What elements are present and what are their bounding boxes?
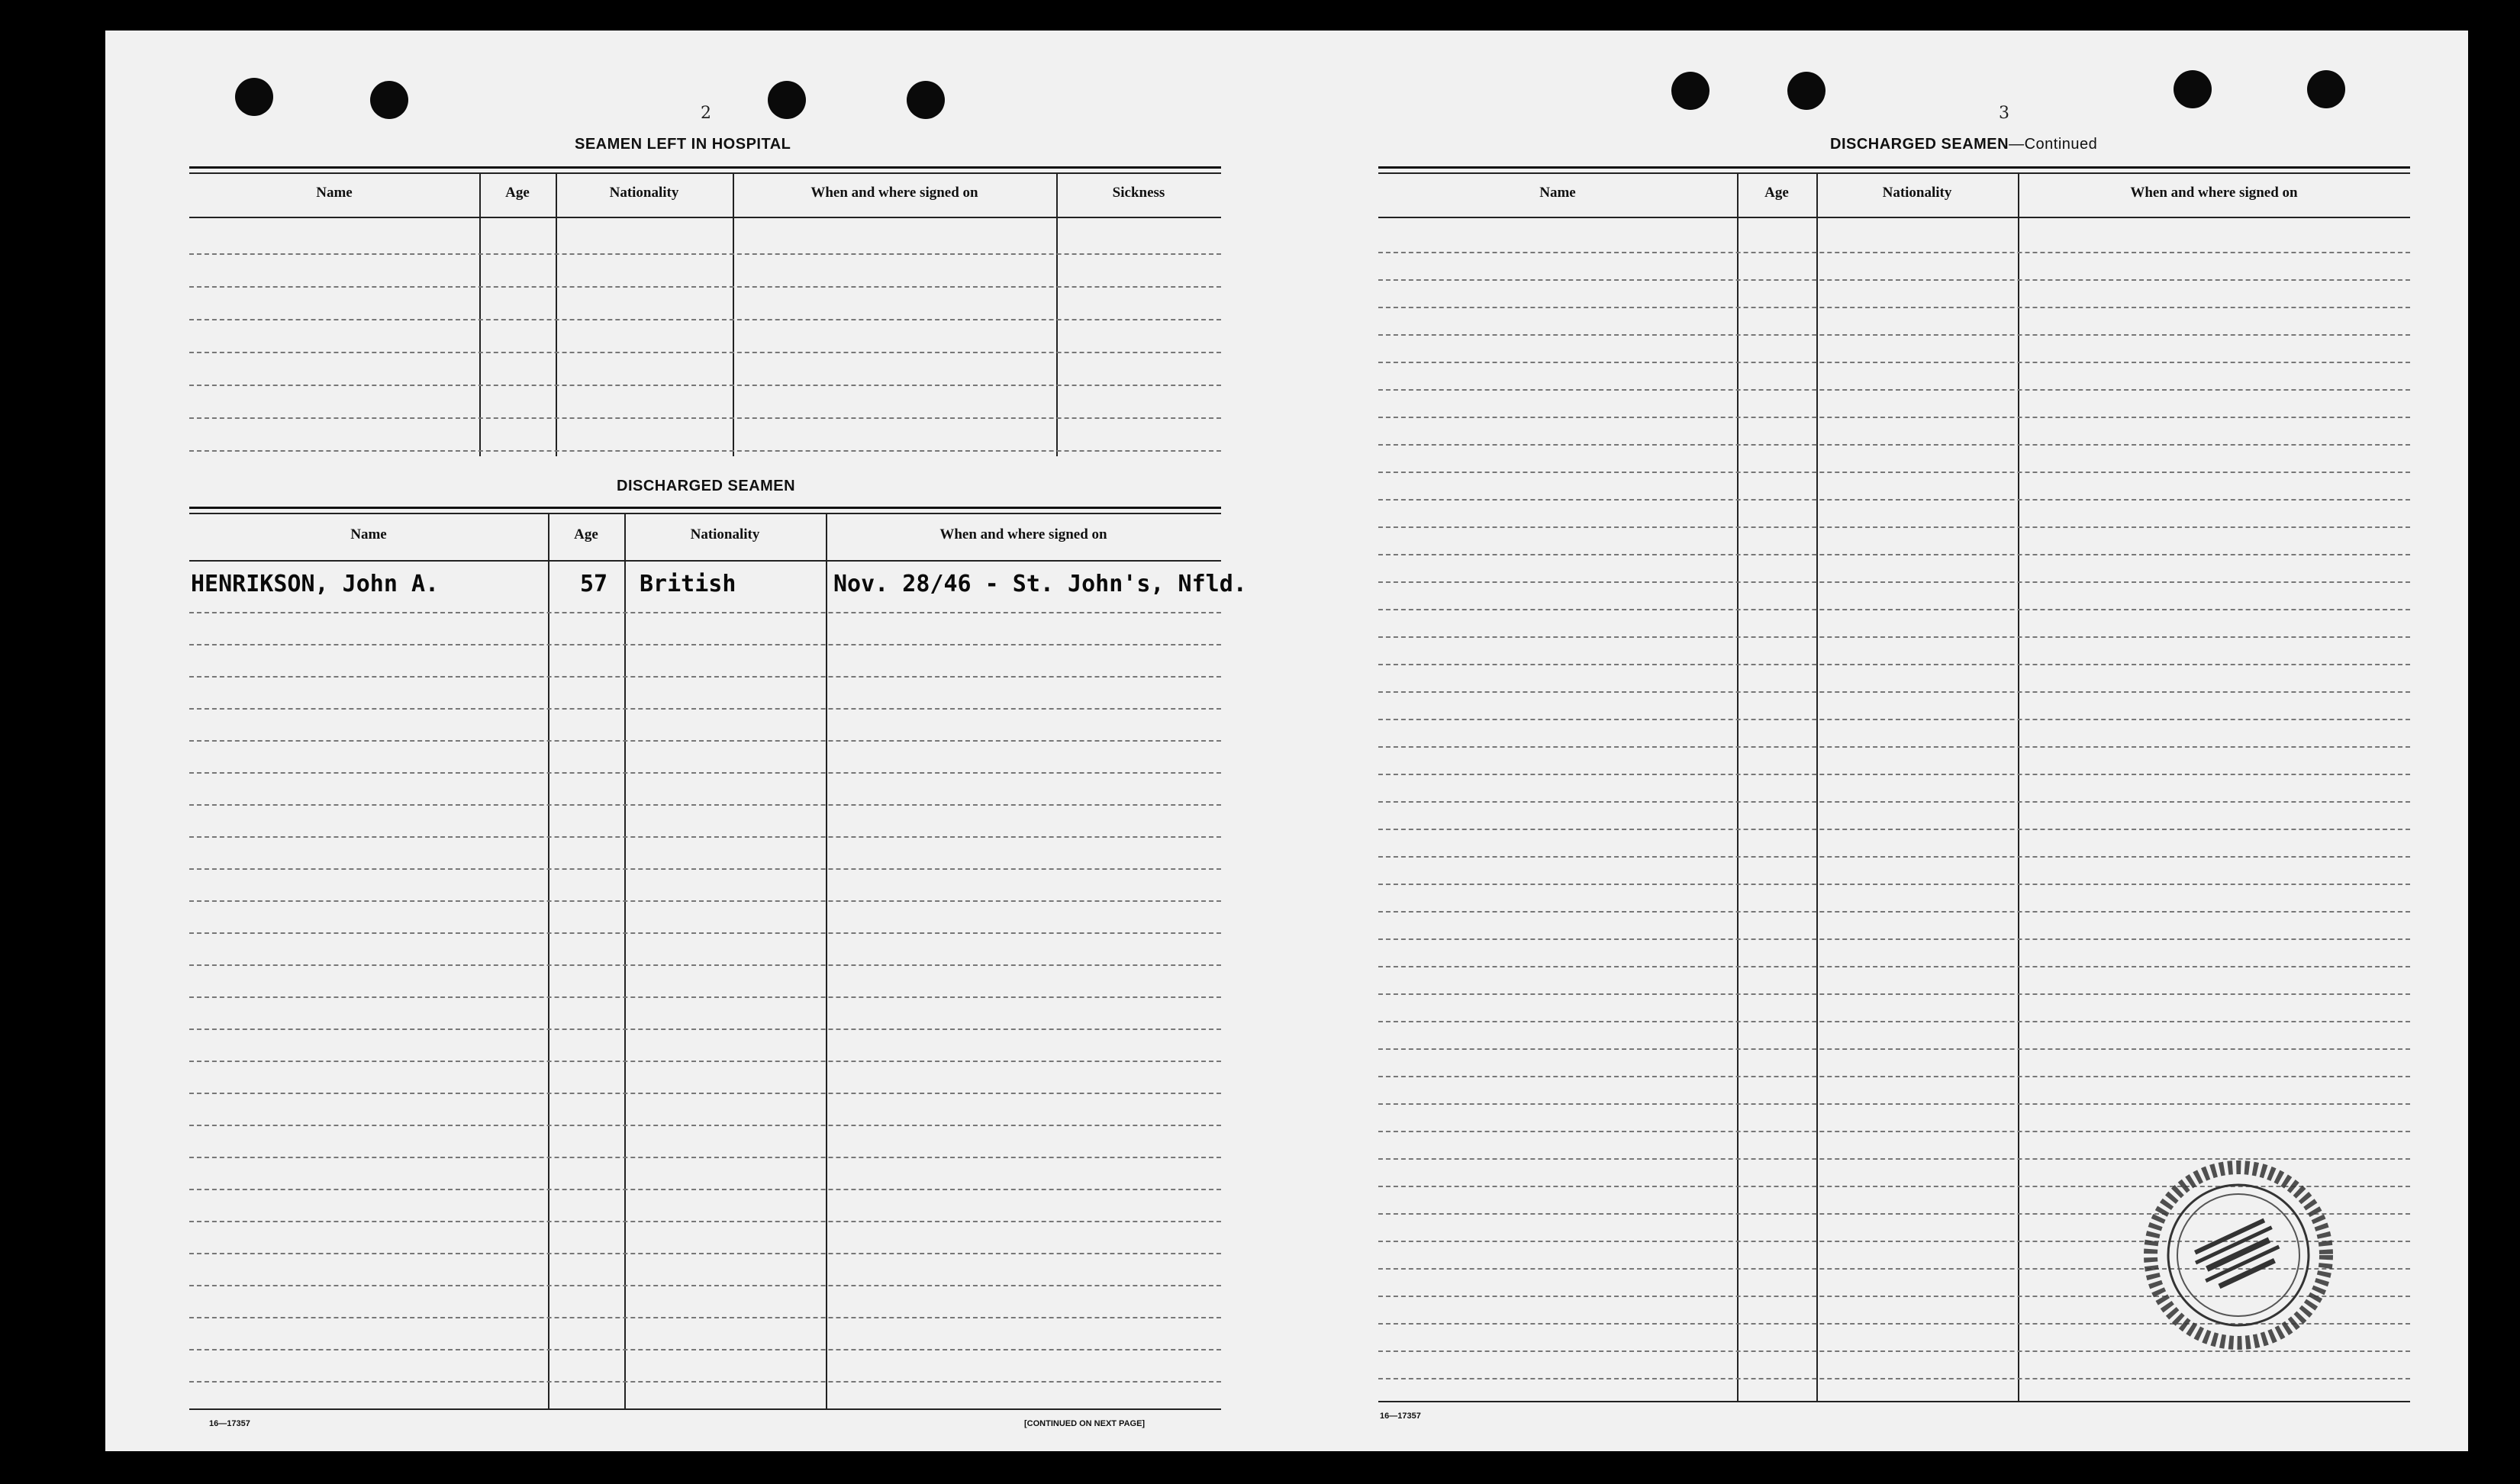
ruled-line bbox=[189, 740, 1221, 742]
column-divider bbox=[826, 513, 827, 1409]
col-header-signed-on: When and where signed on bbox=[810, 185, 978, 201]
ruled-line bbox=[189, 1253, 1221, 1254]
punch-hole bbox=[2174, 70, 2212, 108]
ruled-line bbox=[189, 612, 1221, 613]
ruled-line bbox=[1378, 993, 2410, 995]
ruled-line bbox=[189, 417, 1221, 419]
ruled-line bbox=[189, 996, 1221, 998]
page-number: 3 bbox=[1999, 104, 2009, 123]
ruled-line bbox=[1378, 1350, 2410, 1352]
column-divider bbox=[733, 172, 734, 456]
seaman-name: HENRIKSON, John A. bbox=[191, 571, 440, 597]
ruled-line bbox=[1378, 801, 2410, 803]
ruled-line bbox=[1378, 252, 2410, 253]
table-rule bbox=[189, 217, 1221, 218]
ruled-line bbox=[189, 1189, 1221, 1190]
ruled-line bbox=[189, 676, 1221, 678]
ruled-line bbox=[1378, 389, 2410, 391]
ruled-line bbox=[1378, 581, 2410, 583]
ruled-line bbox=[189, 253, 1221, 255]
punch-hole bbox=[1671, 72, 1710, 110]
table-rule bbox=[189, 507, 1221, 509]
table-rule bbox=[1378, 1401, 2410, 1402]
hospital-section-title: SEAMEN LEFT IN HOSPITAL bbox=[575, 136, 791, 153]
ruled-line bbox=[1378, 334, 2410, 336]
ruled-line bbox=[1378, 417, 2410, 418]
ruled-line bbox=[189, 1349, 1221, 1350]
column-divider bbox=[1737, 172, 1739, 1401]
col-header-name: Name bbox=[350, 526, 387, 542]
column-divider bbox=[2018, 172, 2019, 1401]
right-page bbox=[1281, 31, 2468, 1451]
ruled-line bbox=[189, 352, 1221, 353]
column-divider bbox=[479, 172, 481, 456]
form-number: 16—17357 bbox=[1380, 1412, 1421, 1421]
column-divider bbox=[548, 513, 549, 1409]
ruled-line bbox=[1378, 691, 2410, 693]
table-rule bbox=[1378, 217, 2410, 218]
ruled-line bbox=[1378, 1021, 2410, 1022]
ruled-line bbox=[1378, 774, 2410, 775]
col-header-name: Name bbox=[1539, 185, 1576, 201]
form-number: 16—17357 bbox=[209, 1419, 250, 1428]
ruled-line bbox=[189, 964, 1221, 966]
punch-hole bbox=[235, 78, 273, 116]
col-header-nationality: Nationality bbox=[609, 185, 679, 201]
col-header-nationality: Nationality bbox=[1882, 185, 1952, 201]
ruled-line bbox=[1378, 966, 2410, 967]
table-rule bbox=[189, 166, 1221, 169]
continued-note: [CONTINUED ON NEXT PAGE] bbox=[1024, 1419, 1146, 1428]
ruled-line bbox=[189, 932, 1221, 934]
column-divider bbox=[624, 513, 626, 1409]
col-header-sickness: Sickness bbox=[1112, 185, 1165, 201]
ruled-line bbox=[1378, 884, 2410, 885]
ruled-line bbox=[1378, 1076, 2410, 1077]
ruled-line bbox=[189, 1317, 1221, 1318]
ruled-line bbox=[1378, 664, 2410, 665]
ruled-line bbox=[1378, 362, 2410, 363]
ruled-line bbox=[1378, 499, 2410, 501]
punch-hole bbox=[768, 81, 806, 119]
ruled-line bbox=[1378, 526, 2410, 528]
punch-hole bbox=[370, 81, 408, 119]
ruled-line bbox=[1378, 636, 2410, 638]
ruled-line bbox=[1378, 1103, 2410, 1105]
ruled-line bbox=[189, 385, 1221, 386]
ruled-line bbox=[189, 286, 1221, 288]
ruled-line bbox=[189, 644, 1221, 645]
ruled-line bbox=[1378, 307, 2410, 308]
column-divider bbox=[556, 172, 557, 456]
ruled-line bbox=[1378, 829, 2410, 830]
ruled-line bbox=[1378, 856, 2410, 858]
ruled-line bbox=[189, 1221, 1221, 1222]
col-header-nationality: Nationality bbox=[690, 526, 760, 542]
document-sheet bbox=[105, 31, 2468, 1451]
column-divider bbox=[1816, 172, 1818, 1401]
table-rule bbox=[189, 172, 1221, 174]
ruled-line bbox=[189, 1061, 1221, 1062]
col-header-signed-on: When and where signed on bbox=[2130, 185, 2298, 201]
punch-hole bbox=[1787, 72, 1826, 110]
ruled-line bbox=[189, 450, 1221, 452]
ruled-line bbox=[1378, 746, 2410, 748]
ruled-line bbox=[189, 804, 1221, 806]
ruled-line bbox=[1378, 911, 2410, 913]
page-number: 2 bbox=[701, 104, 711, 123]
ruled-line bbox=[189, 1381, 1221, 1383]
col-header-name: Name bbox=[316, 185, 353, 201]
ruled-line bbox=[189, 772, 1221, 774]
table-rule bbox=[189, 560, 1221, 562]
ruled-line bbox=[1378, 554, 2410, 555]
ruled-line bbox=[189, 1125, 1221, 1126]
ruled-line bbox=[189, 1285, 1221, 1286]
table-rule bbox=[189, 513, 1221, 514]
ruled-line bbox=[1378, 938, 2410, 940]
ruled-line bbox=[1378, 472, 2410, 473]
ruled-line bbox=[1378, 279, 2410, 281]
received-stamp bbox=[2143, 1160, 2334, 1350]
ruled-line bbox=[1378, 719, 2410, 720]
table-rule bbox=[1378, 172, 2410, 174]
table-rule bbox=[1378, 166, 2410, 169]
ruled-line bbox=[1378, 1131, 2410, 1132]
col-header-age: Age bbox=[574, 526, 598, 542]
ruled-line bbox=[189, 1157, 1221, 1158]
column-divider bbox=[1056, 172, 1058, 456]
ruled-line bbox=[189, 900, 1221, 902]
ruled-line bbox=[1378, 1378, 2410, 1379]
ruled-line bbox=[1378, 609, 2410, 610]
ruled-line bbox=[189, 868, 1221, 870]
seaman-signed-on: Nov. 28/46 - St. John's, Nfld. bbox=[833, 571, 1247, 597]
seaman-nationality: British bbox=[640, 571, 736, 597]
col-header-signed-on: When and where signed on bbox=[939, 526, 1107, 542]
ruled-line bbox=[189, 836, 1221, 838]
ruled-line bbox=[189, 1028, 1221, 1030]
title-bold: DISCHARGED SEAMEN bbox=[1830, 136, 2009, 153]
discharged-continued-title bbox=[1830, 136, 2097, 153]
ruled-line bbox=[1378, 444, 2410, 446]
title-suffix: —Continued bbox=[2009, 136, 2098, 153]
ruled-line bbox=[189, 708, 1221, 710]
ruled-line bbox=[189, 319, 1221, 320]
ruled-line bbox=[1378, 1048, 2410, 1050]
ruled-line bbox=[189, 1093, 1221, 1094]
col-header-age: Age bbox=[505, 185, 530, 201]
col-header-age: Age bbox=[1764, 185, 1789, 201]
table-rule bbox=[189, 1408, 1221, 1410]
punch-hole bbox=[907, 81, 945, 119]
discharged-section-title: DISCHARGED SEAMEN bbox=[617, 478, 796, 494]
left-page bbox=[105, 31, 1273, 1451]
punch-hole bbox=[2307, 70, 2345, 108]
seaman-age: 57 bbox=[580, 571, 608, 597]
